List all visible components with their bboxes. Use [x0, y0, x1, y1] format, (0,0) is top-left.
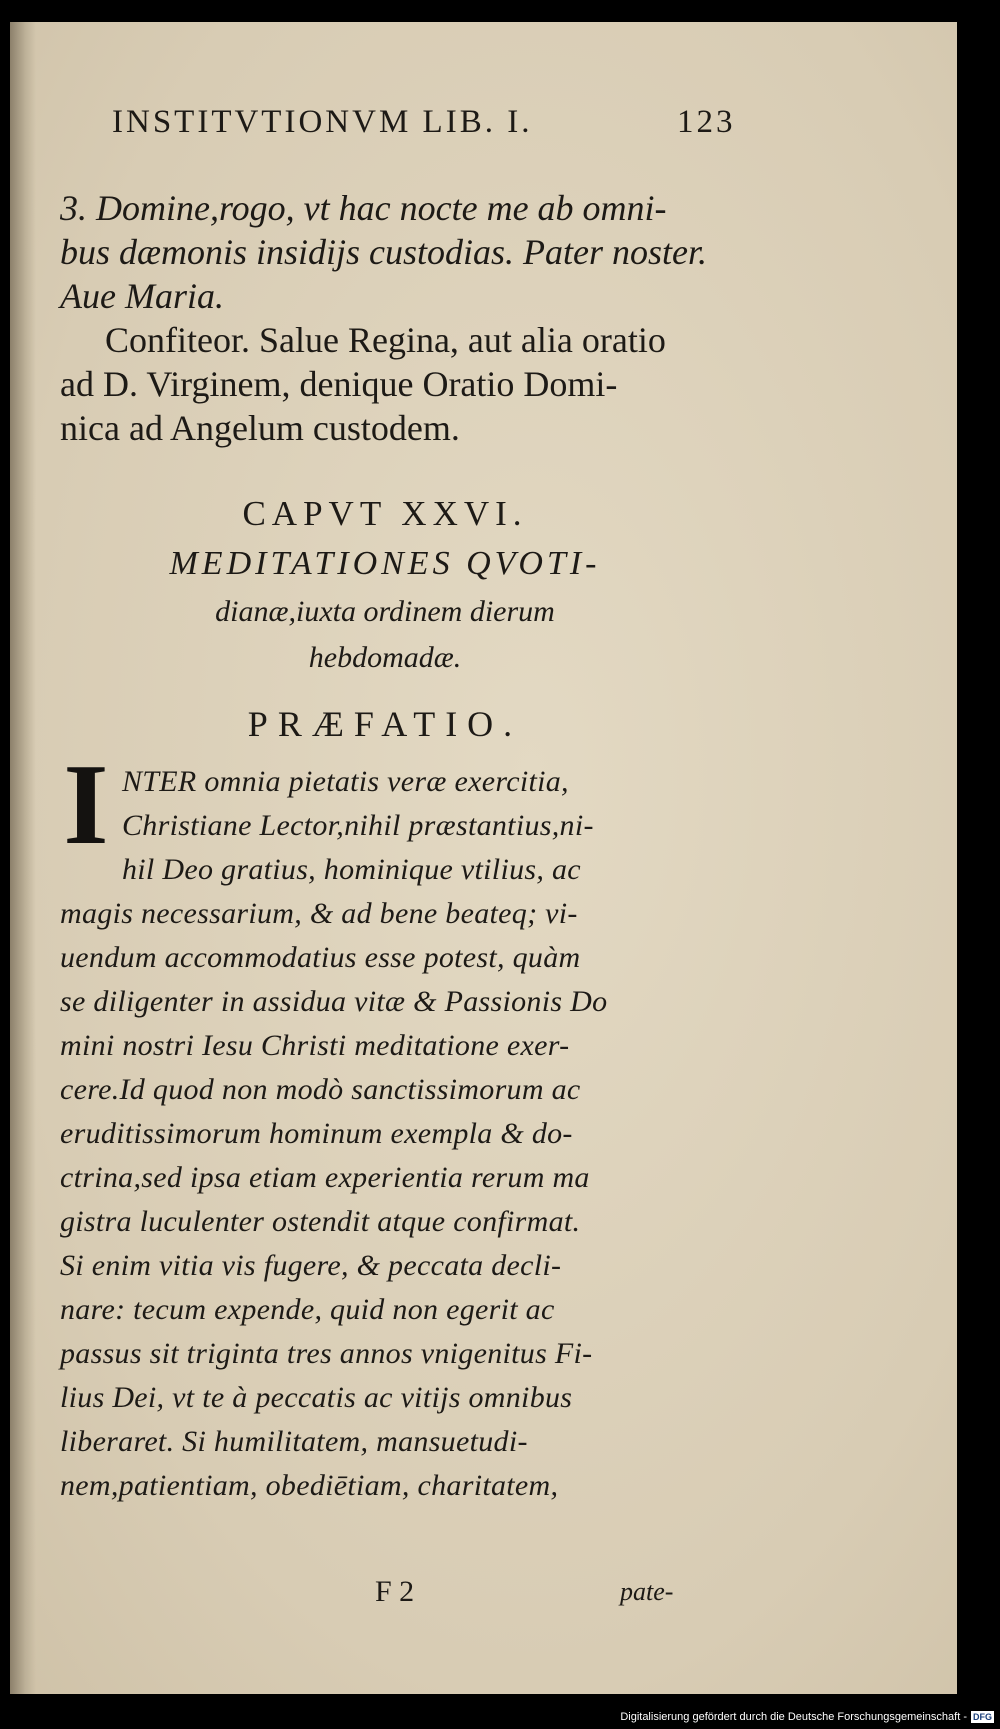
text-line: nem,patientiam, obediētiam, charitatem,: [60, 1469, 559, 1502]
page-number: 123: [677, 104, 736, 140]
text-line: liberaret. Si humilitatem, mansuetudi-: [60, 1425, 528, 1458]
text-line: eruditissimorum hominum exempla & do-: [60, 1117, 573, 1150]
running-header: [112, 100, 772, 144]
running-title: INSTITVTIONVM LIB. I.: [112, 104, 533, 140]
catchword: pate-: [620, 1577, 674, 1606]
credit-text: Digitalisierung gefördert durch die Deutsche Forschungsgemeinschaft -: [620, 1711, 967, 1723]
text-line: hil Deo gratius, hominique vtilius, ac: [122, 853, 581, 886]
signature-mark: F 2: [375, 1575, 415, 1608]
text-line: gistra luculenter ostendit atque confirmat.: [60, 1205, 581, 1238]
section-heading: PRÆFATIO.: [247, 704, 523, 744]
text-line: Confiteor. Salue Regina, aut alia oratio: [105, 320, 666, 360]
text-line: Christiane Lector,nihil præstantius,ni-: [122, 809, 594, 842]
chapter-title-line: hebdomadæ.: [308, 641, 462, 674]
digitization-credit: [620, 1711, 994, 1723]
text-line: ad D. Virginem, denique Oratio Domi-: [60, 364, 618, 404]
dfg-logo: DFG: [973, 1712, 992, 1722]
text-line: nica ad Angelum custodem.: [60, 408, 460, 448]
text-line: 3. Domine,rogo, vt hac nocte me ab omni-: [60, 188, 667, 228]
text-line: passus sit triginta tres annos vnigenitus Fi-: [60, 1337, 593, 1370]
text-line: mini nostri Iesu Christi meditatione exer-: [60, 1029, 570, 1062]
text-line: magis necessarium, & ad bene beateq; vi-: [60, 897, 578, 930]
text-line: NTER omnia pietatis veræ exercitia,: [122, 765, 569, 798]
text-line: bus dæmonis insidijs custodias. Pater noster.: [60, 232, 708, 272]
drop-cap: I: [63, 741, 109, 869]
text-line: ctrina,sed ipsa etiam experientia rerum ma: [60, 1161, 590, 1194]
text-line: lius Dei, vt te à peccatis ac vitijs omnibus: [60, 1381, 573, 1414]
text-line: cere.Id quod non modò sanctissimorum ac: [60, 1073, 581, 1106]
text-line: nare: tecum expende, quid non egerit ac: [60, 1293, 555, 1326]
text-line: Aue Maria.: [60, 276, 224, 316]
page-gutter-shadow: [10, 22, 36, 1694]
chapter-number: CAPVT XXVI.: [242, 494, 528, 533]
text-line: uendum accommodatius esse potest, quàm: [60, 941, 581, 974]
text-line: se diligenter in assidua vitæ & Passionis Do: [60, 985, 608, 1018]
chapter-title-line: dianæ,iuxta ordinem dierum: [215, 595, 555, 628]
text-line: Si enim vitia vis fugere, & peccata decli-: [60, 1249, 562, 1282]
chapter-title-line: MEDITATIONES QVOTI-: [169, 545, 601, 582]
